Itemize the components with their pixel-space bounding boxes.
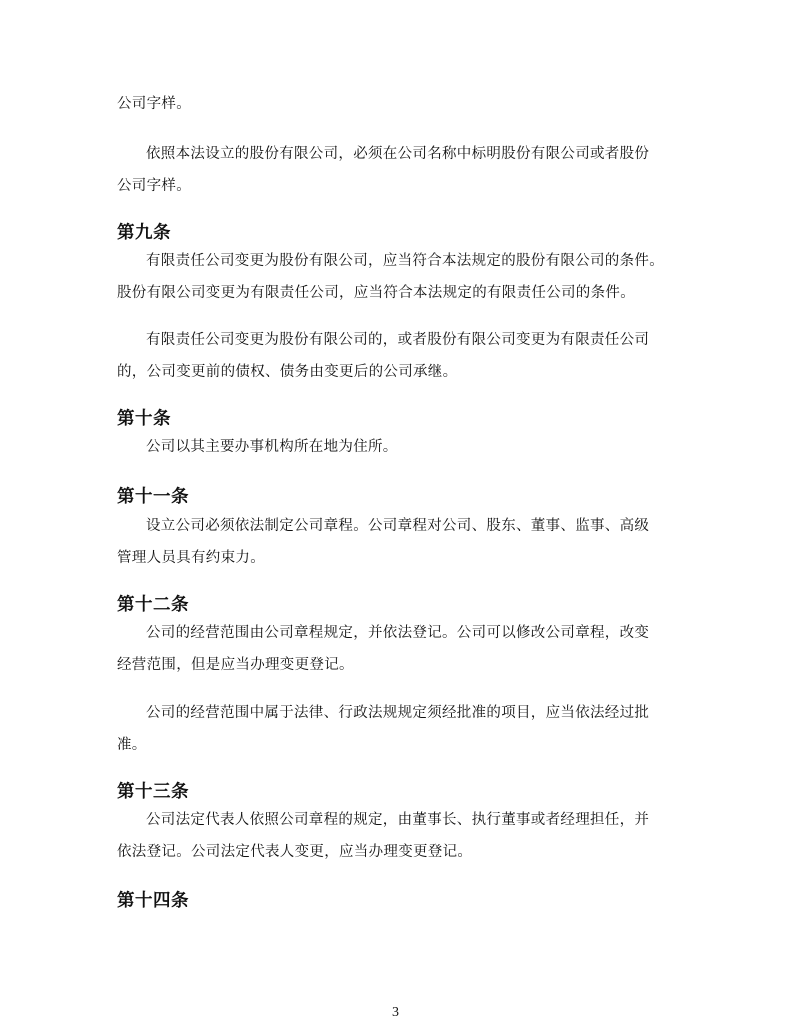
paragraph (117, 617, 673, 681)
paragraph (117, 510, 673, 574)
paragraph-line: 公司的经营范围中属于法律、行政法规规定须经批准的项目，应当依法经过批 (146, 705, 650, 721)
paragraph-line: 设立公司必须依法制定公司章程。公司章程对公司、股东、董事、监事、高级 (146, 518, 650, 534)
paragraph-line: 公司以其主要办事机构所在地为住所。 (146, 439, 398, 455)
paragraph-line: 有限责任公司变更为股份有限公司，应当符合本法规定的股份有限公司的条件。 (146, 253, 664, 269)
paragraph (117, 324, 673, 388)
paragraph-line: 公司字样。 (117, 178, 191, 194)
paragraph-line: 公司字样。 (117, 96, 191, 112)
paragraph (117, 88, 673, 120)
page-number: 3 (392, 1005, 399, 1020)
article-heading: 第九条 (117, 223, 171, 243)
paragraph-line: 管理人员具有约束力。 (117, 550, 265, 566)
paragraph-line: 公司的经营范围由公司章程规定，并依法登记。公司可以修改公司章程，改变 (146, 625, 650, 641)
paragraph-line: 有限责任公司变更为股份有限公司的，或者股份有限公司变更为有限责任公司 (146, 332, 650, 348)
paragraph-line: 股份有限公司变更为有限责任公司，应当符合本法规定的有限责任公司的条件。 (117, 285, 635, 301)
paragraph (117, 431, 673, 463)
paragraph-line: 的，公司变更前的债权、债务由变更后的公司承继。 (117, 364, 458, 380)
article-heading: 第十一条 (117, 487, 189, 507)
paragraph-line: 经营范围，但是应当办理变更登记。 (117, 657, 354, 673)
article-heading: 第十二条 (117, 595, 189, 615)
article-heading: 第十四条 (117, 891, 189, 911)
article-heading: 第十三条 (117, 782, 189, 802)
paragraph-line: 依照本法设立的股份有限公司，必须在公司名称中标明股份有限公司或者股份 (146, 146, 650, 162)
paragraph (117, 138, 673, 202)
paragraph-line: 准。 (117, 737, 147, 753)
paragraph-line: 依法登记。公司法定代表人变更，应当办理变更登记。 (117, 844, 473, 860)
article-heading: 第十条 (117, 409, 171, 429)
paragraph-line: 公司法定代表人依照公司章程的规定，由董事长、执行董事或者经理担任，并 (146, 812, 650, 828)
paragraph (117, 697, 673, 761)
paragraph (117, 245, 673, 309)
paragraph (117, 804, 673, 868)
